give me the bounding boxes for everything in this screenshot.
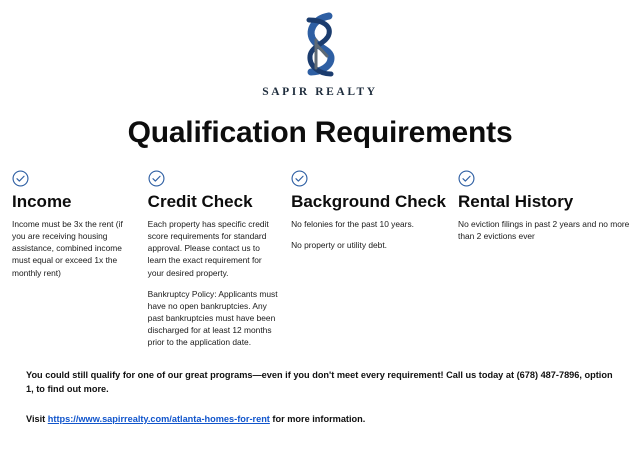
- requirement-column-background-check: [291, 170, 458, 251]
- check-circle-icon: [458, 170, 475, 187]
- footer: [0, 368, 640, 425]
- check-circle-icon: [148, 170, 165, 187]
- brand-logo: [0, 0, 640, 98]
- footer-visit-line: [26, 414, 614, 424]
- page-title: Qualification Requirements: [127, 116, 513, 149]
- requirement-column-credit-check: [148, 170, 291, 349]
- column-paragraph: No property or utility debt.: [291, 239, 387, 250]
- sapir-realty-monogram-icon: [283, 10, 357, 84]
- footer-visit-prefix: Visit: [26, 414, 48, 424]
- column-heading: Background Check: [291, 192, 447, 212]
- requirement-column-rental-history: [458, 170, 630, 242]
- requirement-column-income: [12, 170, 148, 279]
- column-paragraph: Each property has specific credit score requirements for standard approval. Please contact us to learn the exact requirement for your desired property.: [147, 218, 269, 278]
- website-link[interactable]: https://www.sapirrealty.com/atlanta-homes-for-rent: [47, 414, 270, 424]
- column-paragraph: No eviction filings in past 2 years and no more than 2 evictions ever: [458, 218, 630, 241]
- column-heading: Rental History: [458, 192, 574, 212]
- requirements-columns: [0, 170, 640, 349]
- column-paragraph: Income must be 3x the rent (if you are receiving housing assistance, combined income must equal or exceed 1x the monthly rent): [12, 218, 123, 278]
- column-paragraph: Bankruptcy Policy: Applicants must have no open bankruptcies. Any past bankruptcies must have been discharged for at least 12 months prior to the application date.: [147, 288, 278, 348]
- check-circle-icon: [291, 170, 308, 187]
- column-heading: Income: [12, 192, 72, 212]
- brand-name: SAPIR REALTY: [262, 86, 378, 98]
- footer-visit-suffix: for more information.: [269, 414, 366, 424]
- footer-callout: You could still qualify for one of our great programs—even if you don't meet every requirement! Call us today at (678) 487-7896, option 1, to find out more.: [26, 369, 613, 394]
- column-heading: Credit Check: [147, 192, 253, 212]
- check-circle-icon: [12, 170, 29, 187]
- column-paragraph: No felonies for the past 10 years.: [291, 218, 414, 229]
